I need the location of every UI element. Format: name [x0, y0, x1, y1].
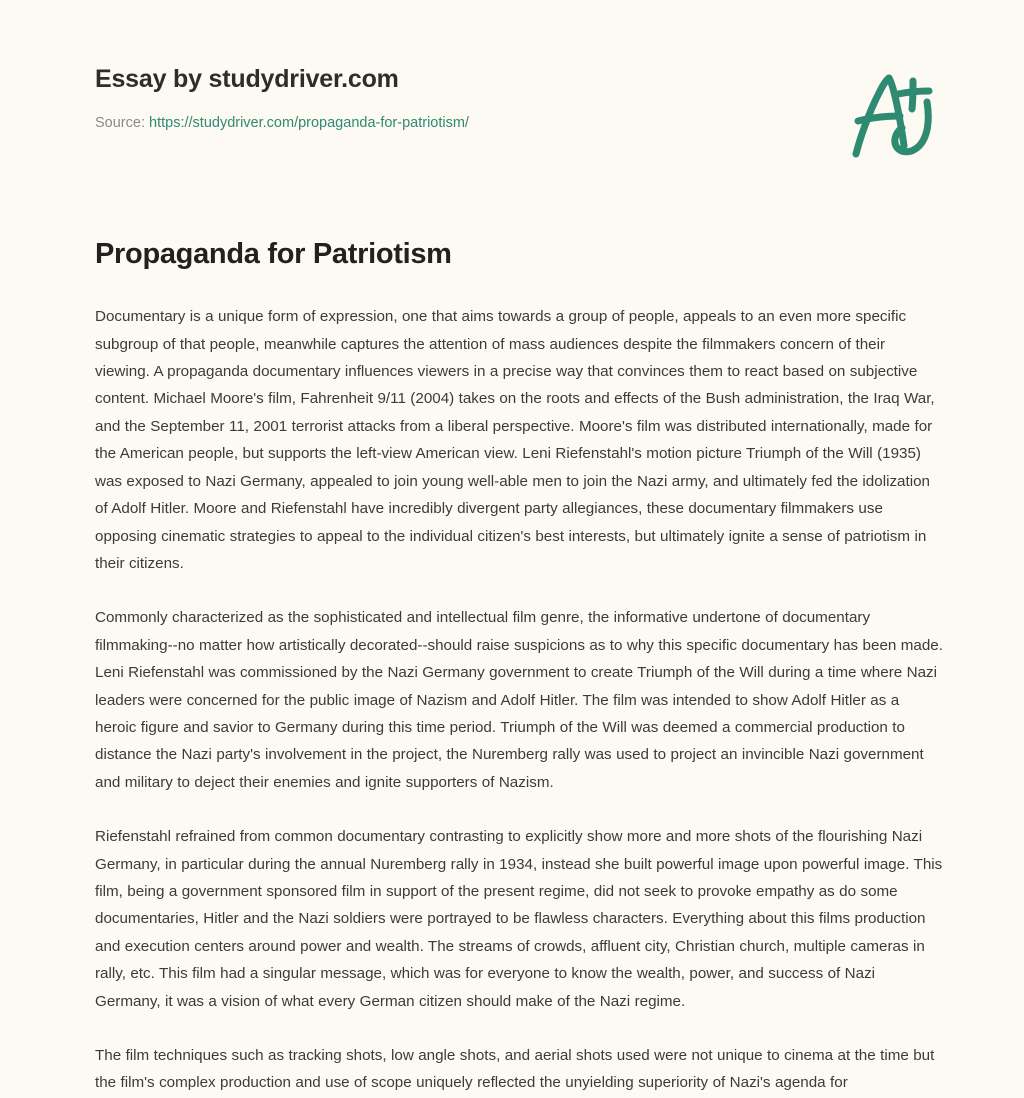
essay-by-heading: Essay by studydriver.com — [95, 65, 399, 93]
article-body — [95, 236, 943, 1097]
source-label: Source: — [95, 115, 145, 131]
page-title: Propaganda for Patriotism — [95, 238, 452, 270]
article-paragraph: Documentary is a unique form of expression, one that aims towards a group of people, appeals to an even more specific subgroup of that people, meanwhile captures the attention of mass audiences despite the filmmakers concern of their viewing. A propaganda documentary influences viewers in a precise way that convinces them to react based on subjective content. Michael Moore's film, Fahrenheit 9/11 (2004) takes on the roots and effects of the Bush administration, the Iraq War, and the September 11, 2001 terrorist attacks from a liberal perspective. Moore's film was distributed internationally, made for the American people, but supports the left-view American view. Leni Riefenstahl's motion picture Triumph of the Will (1935) was exposed to Nazi Germany, appealed to join young well-able men to join the Nazi army, and ultimately fed the idolization of Adolf Hitler. Moore and Riefenstahl have incredibly divergent party allegiances, these documentary filmmakers use opposing cinematic strategies to appeal to the individual citizen's best interests, but ultimately ignite a sense of patriotism in their citizens. — [95, 308, 935, 572]
article-paragraph: Commonly characterized as the sophisticated and intellectual film genre, the informative undertone of documentary filmmaking--no matter how artistically decorated--should raise suspicions as to why this specific documentary has been made. Leni Riefenstahl was commissioned by the Nazi Germany government to create Triumph of the Will during a time where Nazi leaders were concerned for the public image of Nazism and Adolf Hitler. The film was intended to show Adolf Hitler as a heroic figure and savior to Germany during this time period. Triumph of the Will was deemed a commercial production to distance the Nazi party's involvement in the project, the Nuremberg rally was used to project an invincible Nazi government and military to deject their enemies and ignite supporters of Nazism. — [95, 609, 943, 791]
source-url-link[interactable]: https://studydriver.com/propaganda-for-patriotism/ — [149, 115, 469, 131]
a-plus-logo — [836, 58, 948, 170]
a-plus-icon — [836, 58, 948, 170]
article-paragraph: Riefenstahl refrained from common documentary contrasting to explicitly show more and more shots of the flourishing Nazi Germany, in particular during the annual Nuremberg rally in 1934, instead she built powerful image upon powerful image. This film, being a government sponsored film in support of the present regime, did not seek to provoke empathy as do some documentaries, Hitler and the Nazi soldiers were portrayed to be flawless characters. Everything about this films production and execution centers around power and wealth. The streams of crowds, affluent city, Christian church, multiple cameras in rally, etc. This film had a singular message, which was for everyone to know the wealth, power, and success of Nazi Germany, it was a vision of what every German citizen should make of the Nazi regime. — [95, 828, 943, 1010]
page-header — [0, 0, 1024, 200]
source-line — [95, 114, 469, 133]
article-paragraph: The film techniques such as tracking shots, low angle shots, and aerial shots used were not unique to cinema at the time but the film's complex production and use of scope uniquely reflected the unyielding superiority of Nazi's agenda for — [95, 1047, 935, 1092]
header-text-block — [95, 64, 469, 133]
